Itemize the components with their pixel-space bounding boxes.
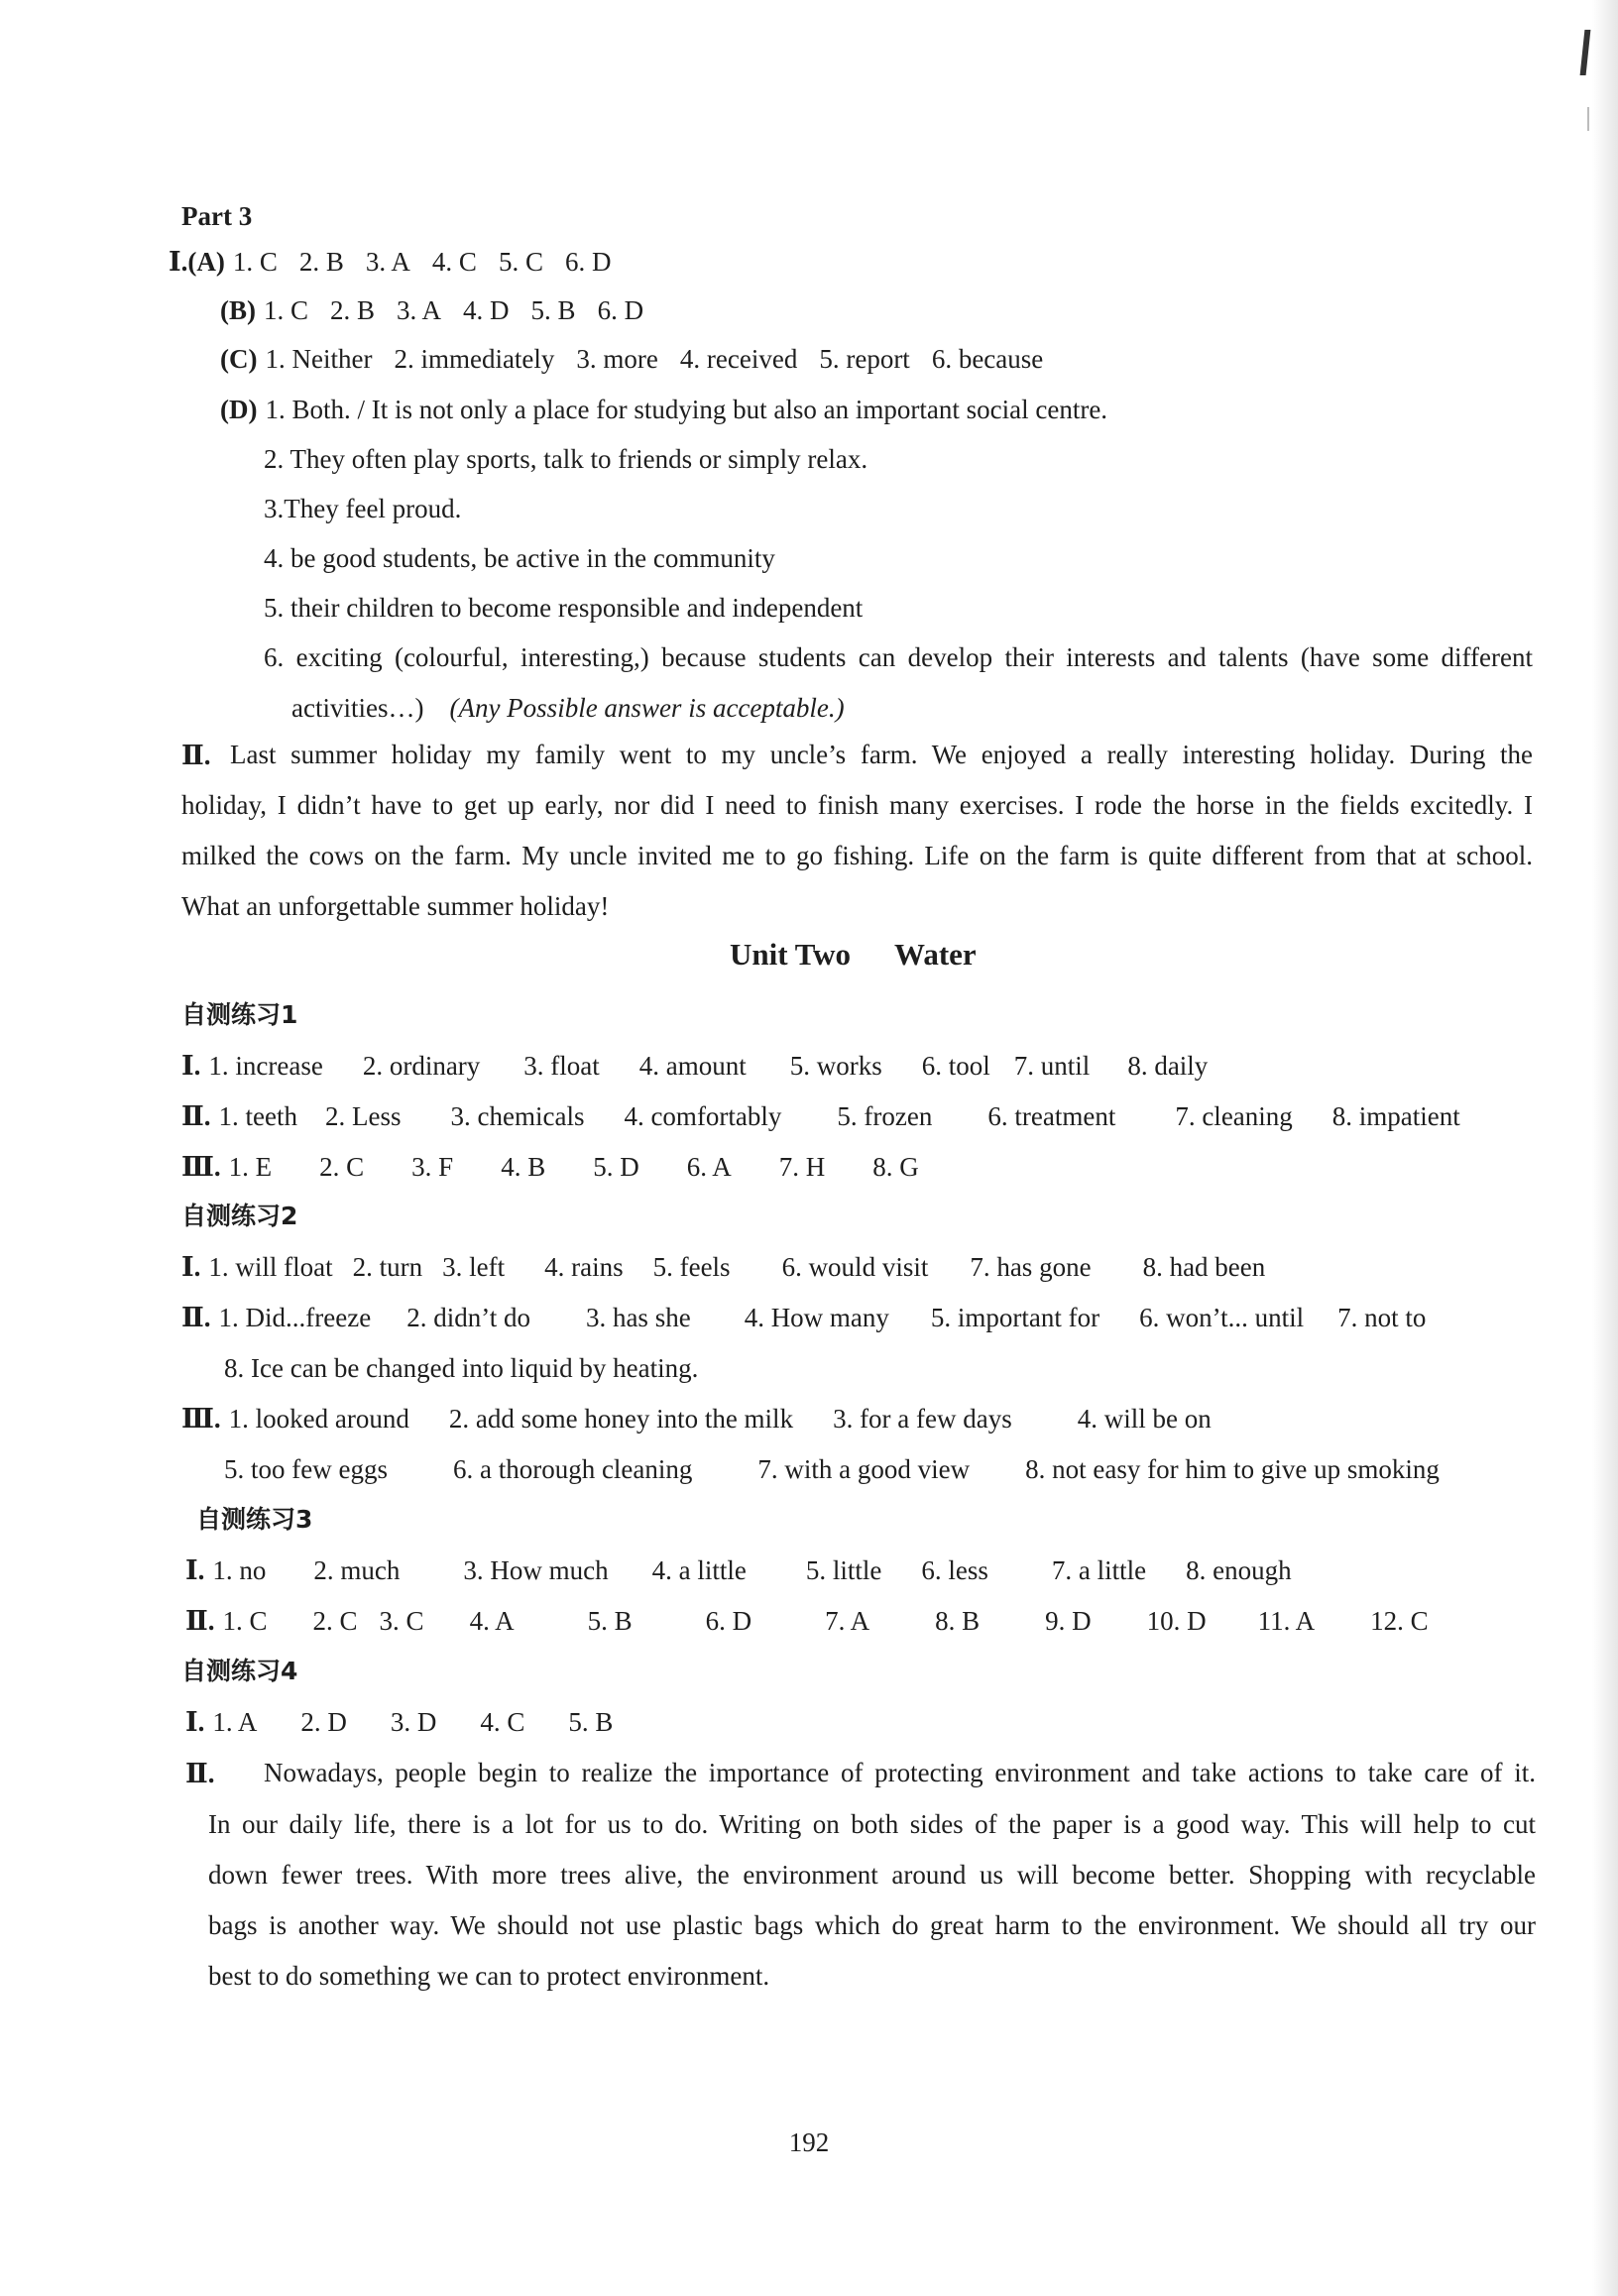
part3-title: Part 3 bbox=[181, 201, 253, 231]
section-mark: Ⅰ. bbox=[169, 247, 188, 277]
part3-I-D-line4: 4. be good students, be active in the community bbox=[264, 543, 775, 573]
part3-I-D-line1: (D) 1. Both. / It is not only a place for studying but also an important social centre. bbox=[220, 390, 1107, 429]
exercise4-II-line1: Nowadays, people begin to realize the importance of protecting environment and take actions to take care of it. bbox=[264, 1758, 1536, 1787]
page-edge-shadow bbox=[1592, 0, 1618, 2296]
exercise2-II-line2: 8. Ice can be changed into liquid by heating. bbox=[224, 1353, 699, 1383]
exercise4-II-mark: Ⅱ. bbox=[185, 1759, 215, 1788]
exercise1-II: Ⅱ. 1. teeth 2. Less 3. chemicals 4. comfortably 5. frozen 6. treatment 7. cleaning 8. impatient bbox=[181, 1101, 1460, 1131]
exercise4-II-paragraph: In our daily life, there is a lot for us to do. Writing on both sides of the paper is a good way. This will help to cut down fewer trees. With more trees alive, the environment around us will become better. Shopping with recyclable bags is another way. We should not use plastic bags which do great harm to the environment. We should all try our best to do something we can to protect environment. bbox=[208, 1809, 1536, 1991]
exercise4-I: Ⅰ. 1. A 2. D 3. D 4. C 5. B bbox=[185, 1707, 614, 1737]
subsection-label: (D) bbox=[220, 395, 258, 424]
page-number: 192 bbox=[788, 2127, 830, 2157]
part3-I-C: (C) 1. Neither 2. immediately 3. more 4. received 5. report 6. because bbox=[220, 339, 1065, 379]
exercise3-I: Ⅰ. 1. no 2. much 3. How much 4. a little 5. little 6. less 7. a little 8. enough bbox=[185, 1555, 1292, 1585]
part3-I-D-line7: activities…) (Any Possible answer is acceptable.) bbox=[291, 688, 845, 728]
part3-II-mark: Ⅱ. bbox=[181, 741, 211, 770]
part3-I-D-line5: 5. their children to become responsible and independent bbox=[264, 593, 864, 623]
part3-I-D-line6: 6. exciting (colourful, interesting,) because students can develop their interests and talents (have some different bbox=[264, 642, 1533, 672]
part3-I-B: (B) 1. C 2. B 3. A 4. D 5. B 6. D bbox=[220, 290, 665, 330]
exercise3-title: 自测练习3 bbox=[196, 1505, 313, 1534]
part3-I-D-line3: 3.They feel proud. bbox=[264, 494, 462, 523]
exercise4-title: 自测练习4 bbox=[181, 1657, 298, 1685]
part3-II-paragraph: holiday, I didn’t have to get up early, nor did I need to finish many exercises. I rode the horse in the fields excitedly. I milked the cows on the farm. My uncle invited me to go fishing. Life on the farm is quite different from that at school. What an unforgettable summer holiday! bbox=[181, 790, 1533, 921]
part3-II-line1: Last summer holiday my family went to my uncle’s farm. We enjoyed a really interesting holiday. During the bbox=[230, 740, 1533, 769]
exercise2-title: 自测练习2 bbox=[181, 1202, 298, 1230]
scan-tick bbox=[1587, 107, 1589, 131]
exercise2-I: Ⅰ. 1. will float 2. turn 3. left 4. rains 5. feels 6. would visit 7. has gone 8. had been bbox=[181, 1252, 1266, 1282]
part3-I-A: Ⅰ. (A) 1. C 2. B 3. A 4. C 5. C 6. D bbox=[169, 242, 633, 282]
unit-title: Unit Two Water bbox=[730, 937, 977, 972]
part3-I-D-line2: 2. They often play sports, talk to friends or simply relax. bbox=[264, 444, 868, 474]
scan-mark bbox=[1580, 30, 1591, 75]
exercise1-title: 自测练习1 bbox=[181, 1000, 298, 1029]
answer-note: (Any Possible answer is acceptable.) bbox=[449, 693, 845, 723]
exercise1-I: Ⅰ. 1. increase 2. ordinary 3. float 4. amount 5. works 6. tool 7. until 8. daily bbox=[181, 1051, 1209, 1081]
subsection-label: (C) bbox=[220, 344, 258, 374]
exercise2-II: Ⅱ. 1. Did...freeze 2. didn’t do 3. has she 4. How many 5. important for 6. won’t... until 7. not to bbox=[181, 1303, 1427, 1332]
exercise2-III-line2: 5. too few eggs 6. a thorough cleaning 7. with a good view 8. not easy for him to give up smoking bbox=[224, 1454, 1440, 1484]
exercise3-II: Ⅱ. 1. C 2. C 3. C 4. A 5. B 6. D 7. A 8. B 9. D 10. D 11. A 12. C bbox=[185, 1606, 1429, 1636]
subsection-label: (A) bbox=[187, 247, 225, 277]
subsection-label: (B) bbox=[220, 295, 256, 325]
exercise2-III: Ⅲ. 1. looked around 2. add some honey into the milk 3. for a few days 4. will be on bbox=[181, 1404, 1212, 1434]
exercise1-III: Ⅲ. 1. E 2. C 3. F 4. B 5. D 6. A 7. H 8. G bbox=[181, 1152, 919, 1182]
